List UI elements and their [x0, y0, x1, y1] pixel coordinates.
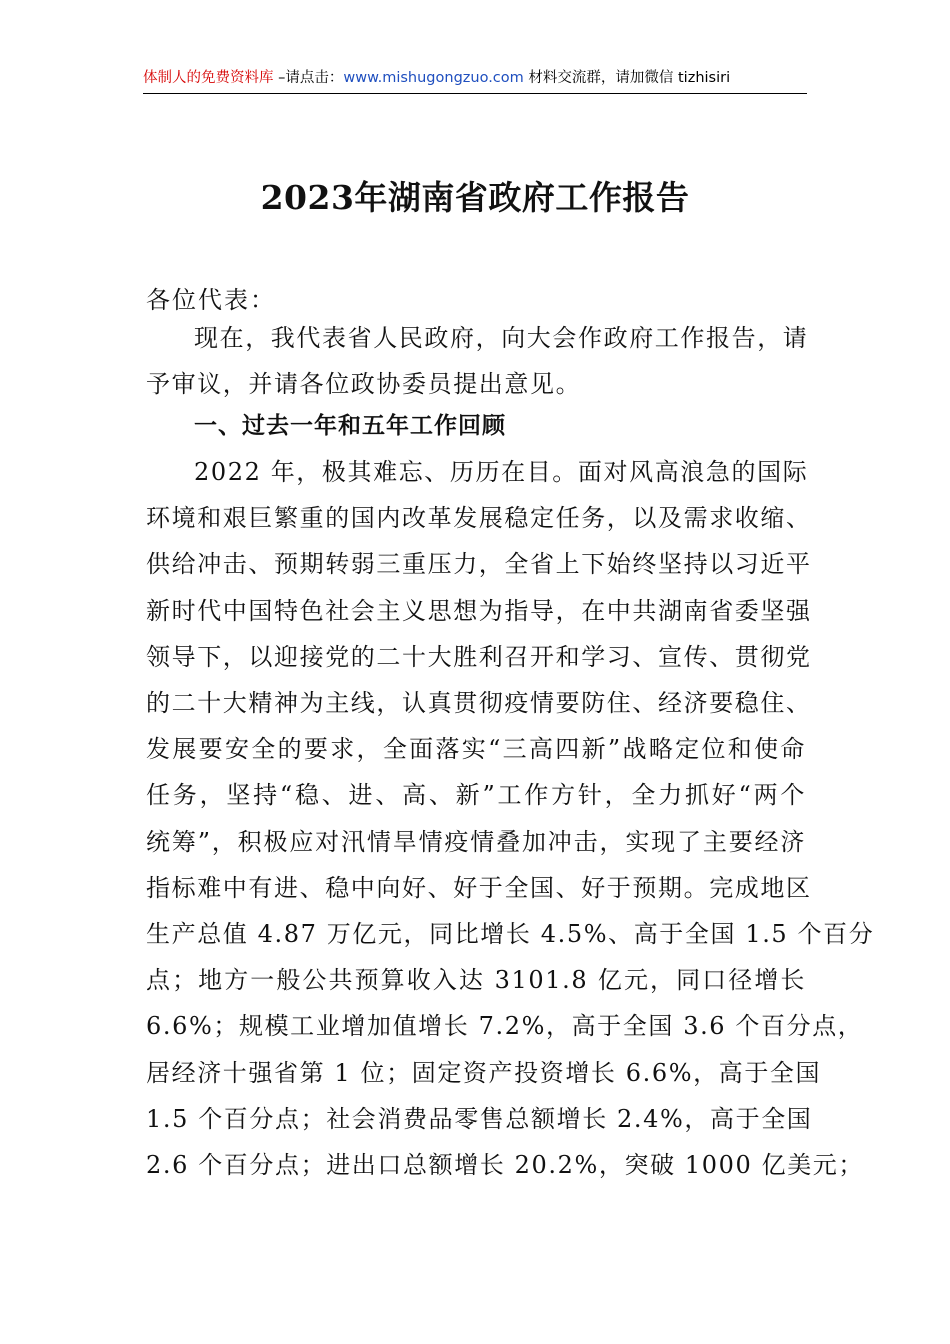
salutation: 各位代表： [146, 286, 276, 314]
paragraph-line: 的二十大精神为主线，认真贯彻疫情要防住、经济要稳住、 [146, 689, 812, 718]
paragraph-line: 现在，我代表省人民政府，向大会作政府工作报告，请 [194, 324, 809, 352]
paragraph-line: 2022 年，极其难忘、历历在目。面对风高浪急的国际 [194, 458, 809, 486]
paragraph-line: 统筹”，积极应对汛情旱情疫情叠加冲击，实现了主要经济 [146, 827, 806, 856]
document-title: 2023年湖南省政府工作报告 [260, 178, 690, 217]
paragraph-line: 生产总值 4.87 万亿元，同比增长 4.5%、高于全国 1.5 个百分 [146, 920, 875, 949]
paragraph-line: 发展要安全的要求，全面落实“三高四新”战略定位和使命 [146, 735, 806, 764]
paragraph-line: 领导下，以迎接党的二十大胜利召开和学习、宣传、贯彻党 [146, 642, 812, 671]
paragraph-line: 2.6 个百分点；进出口总额增长 20.2%，突破 1000 亿美元； [146, 1151, 865, 1180]
header-brand: 体制人的免费资料库 [143, 70, 274, 86]
page-header [143, 66, 807, 92]
header-prompt: –请点击： [273, 70, 344, 86]
section-heading: 一、过去一年和五年工作回顾 [194, 413, 506, 439]
paragraph-line: 居经济十强省第 1 位；固定资产投资增长 6.6%，高于全国 [146, 1058, 822, 1087]
header-link[interactable]: www.mishugongzuo.com [343, 70, 524, 86]
paragraph-line: 指标难中有进、稳中向好、好于全国、好于预期。完成地区 [146, 873, 812, 902]
paragraph-line: 予审议，并请各位政协委员提出意见。 [146, 370, 582, 399]
header-contact: 材料交流群，请加微信 tizhisiri [523, 70, 731, 86]
paragraph-line: 环境和艰巨繁重的国内改革发展稳定任务，以及需求收缩、 [146, 504, 812, 533]
paragraph-line: 供给冲击、预期转弱三重压力，全省上下始终坚持以习近平 [146, 550, 812, 579]
paragraph-line: 点；地方一般公共预算收入达 3101.8 亿元，同口径增长 [146, 966, 806, 995]
paragraph-line: 6.6%；规模工业增加值增长 7.2%，高于全国 3.6 个百分点， [146, 1012, 864, 1041]
paragraph-line: 1.5 个百分点；社会消费品零售总额增长 2.4%，高于全国 [146, 1104, 813, 1133]
intro-paragraph [146, 315, 809, 407]
paragraph-line: 任务，坚持“稳、进、高、新”工作方针，全力抓好“两个 [146, 781, 806, 810]
body-paragraph [146, 449, 875, 1188]
paragraph-line: 新时代中国特色社会主义思想为指导，在中共湖南省委坚强 [146, 596, 812, 625]
header-divider [143, 93, 807, 94]
